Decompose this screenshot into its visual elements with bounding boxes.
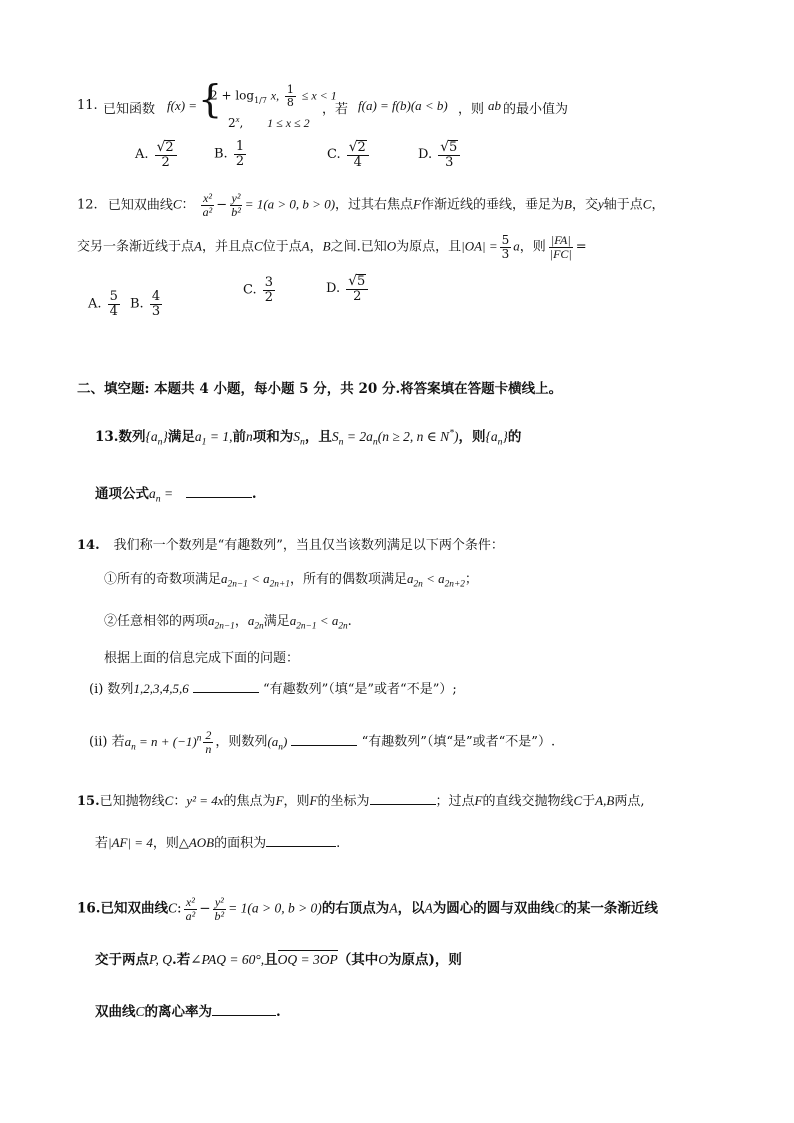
q14-intro: 14. 我们称一个数列是“有趣数列”，当且仅当该数列满足以下两个条件： [77,538,504,553]
q14-ii-answer-blank[interactable] [291,745,357,746]
q11-piece2: 2$^x$, 1 ≤ x ≤ 2 [228,114,310,130]
q16-line2: 交于两点P, Q.若∠PAQ = 60°,且OQ = 3OP（其中O为原点)，则 [95,952,462,968]
q11-fx: f(x) = [167,98,198,113]
q11-option-d[interactable]: D. $\frac{√5}{3}$ [418,140,462,169]
q11-option-b[interactable]: B. $\frac{1}{2}$ [214,139,245,169]
q15-line2: 若|AF| = 4，则△AOB的面积为 . [95,835,341,851]
q16-line1: 16.已知双曲线C: $\frac{\text{x²}}{\text{a²}}$ − $\frac{\text{y²}}{\text{b²}}$ = 1(a > 0, b > 0)的右顶点为A，以A为圆心的圆与双曲线C的某一条渐近线 [77,895,658,923]
q12-line1: 12. 已知双曲线C： $\frac{\text{x²}}{\text{a²}}$ − $\frac{\text{y²}}{\text{b²}}$ = 1(a > 0, b > 0)，过其右焦点F作渐近线的垂线，垂足为B，交y轴于点C， [77,191,665,219]
q11-option-c[interactable]: C. $\frac{√2}{4}$ [327,140,371,169]
q13-answer-blank[interactable] [186,497,252,498]
q12-option-b[interactable]: B. $\frac{4}{3}$ [130,289,161,319]
q15-area-blank[interactable] [266,846,336,847]
q14-condition-1: ①所有的奇数项满足$a_{2n-1} < a_{2n+1}$，所有的偶数项满足$a_{2n} < a_{2n+2}$； [104,571,478,590]
q16-answer-blank[interactable] [212,1015,276,1016]
q11-piece1: $2 + \log_{1/7} x$, $\frac{1}{8}$ ≤ x < 1 [210,83,337,109]
q11-cond: f(a) = f(b)(a < b) [358,98,448,113]
q14-part-ii: (ⅱ) 若$a_n = n + (-1)^n$ $\frac{2}{n}$ ，则数列$(a_n)$ “有趣数列”（填“是”或者“不是”）. [89,728,556,756]
q12-option-c[interactable]: C. $\frac{3}{2}$ [243,275,274,305]
q11-mid: ，若 [322,102,349,117]
q13-line2: 通项公式$a_n$ = . [95,486,257,505]
q14-prompt: 根据上面的信息完成下面的问题： [104,651,300,666]
q11-option-a[interactable]: A. $\frac{√2}{2}$ [135,140,179,169]
q11-ab: ab [488,98,501,113]
q11-number: 11. [77,98,98,113]
q15-coordinate-blank[interactable] [370,804,436,805]
q12-option-a[interactable]: A. $\frac{5}{4}$ [88,289,118,319]
q11-tail2: 的最小值为 [503,102,569,117]
q14-i-answer-blank[interactable] [193,692,259,693]
q11-lead: 已知函数 [103,102,156,117]
q12-option-d[interactable]: D. $\frac{√5}{2}$ [326,274,370,303]
q15-line1: 15.已知抛物线C：y² = 4x的焦点为F，则F的坐标为 ；过点F的直线交抛物线C于A,B两点, [77,793,645,809]
section-2-heading: 二、填空题: 本题共 4 小题，每小题 5 分，共 20 分.将答案填在答题卡横线上。 [77,381,563,397]
q13-line1: 13.数列$\{a_n\}$满足$a_1 = 1$,前n项和为$S_n$，且$S_n = 2a_n(n \ge 2$, n ∈ N*)，则$\{a_n\}$的 [95,427,522,448]
q16-line3: 双曲线C的离心率为 . [95,1004,281,1020]
q14-condition-2: ②任意相邻的两项$a_{2n-1}$，$a_{2n}$满足$a_{2n-1} < a_{2n}$. [104,613,352,632]
q14-part-i: (i) 数列1,2,3,4,5,6 “有趣数列”（填“是”或者“不是”）; [89,681,457,697]
q11-tail: ，则 [458,102,485,117]
q12-line2: 交另一条渐近线于点A，并且点C位于点A，B之间.已知O为原点，且|OA| = $\frac{5}{3}$ a，则 $\frac{|FA|}{|FC|}$ = [77,233,587,261]
q11-brace: { [198,77,223,121]
